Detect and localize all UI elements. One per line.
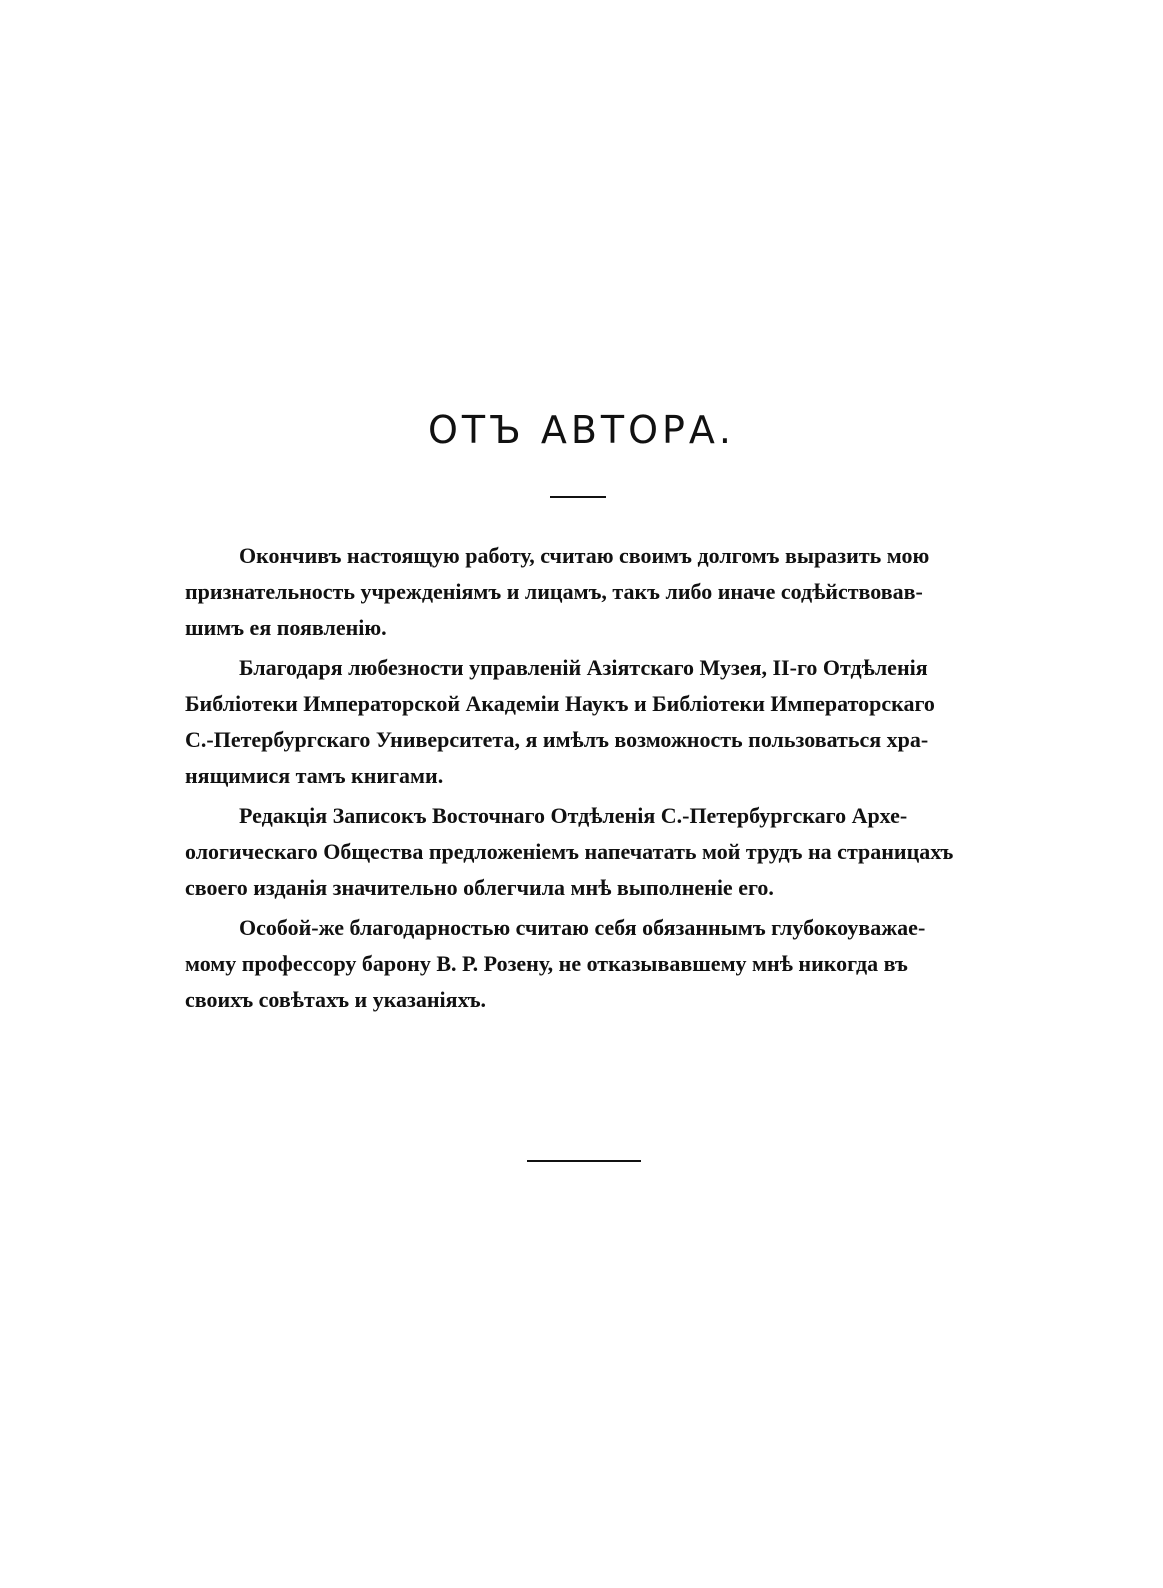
paragraph-line: нящимися тамъ книгами. (185, 763, 444, 788)
paragraph-line: шимъ ея появленію. (185, 615, 387, 640)
paragraph-3 (185, 798, 985, 906)
title-divider (550, 496, 606, 498)
paragraph-line: своего изданія значительно облегчила мнѣ выполненіе его. (185, 875, 774, 900)
page-title: ОТЪ АВТОРА. (427, 408, 735, 452)
paragraph-4 (185, 910, 985, 1018)
paragraph-line: Библіотеки Императорской Академіи Наукъ и Библіотеки Императорскаго (185, 691, 935, 716)
paragraph-line: ологическаго Общества предложеніемъ напечатать мой трудъ на страницахъ (185, 839, 954, 864)
paragraph-line: Особой-же благодарностью считаю себя обязаннымъ глубокоуважае- (239, 915, 926, 940)
paragraph-line: признательность учрежденіямъ и лицамъ, такъ либо иначе содѣйствовав- (185, 579, 923, 604)
paragraph-line: Благодаря любезности управленій Азіятскаго Музея, II-го Отдѣленія (239, 655, 928, 680)
paragraph-line: Окончивъ настоящую работу, считаю своимъ долгомъ выразить мою (239, 543, 930, 568)
preface-body (185, 538, 985, 1022)
paragraph-line: С.-Петербургскаго Университета, я имѣлъ возможность пользоваться хра- (185, 727, 929, 752)
paragraph-2 (185, 650, 985, 794)
closing-divider (527, 1160, 641, 1162)
paragraph-line: Редакція Записокъ Восточнаго Отдѣленія С.-Петербургскаго Архе- (239, 803, 908, 828)
paragraph-1 (185, 538, 985, 646)
paragraph-line: мому профессору барону В. Р. Розену, не отказывавшему мнѣ никогда въ (185, 951, 908, 976)
paragraph-line: своихъ совѣтахъ и указаніяхъ. (185, 987, 487, 1012)
